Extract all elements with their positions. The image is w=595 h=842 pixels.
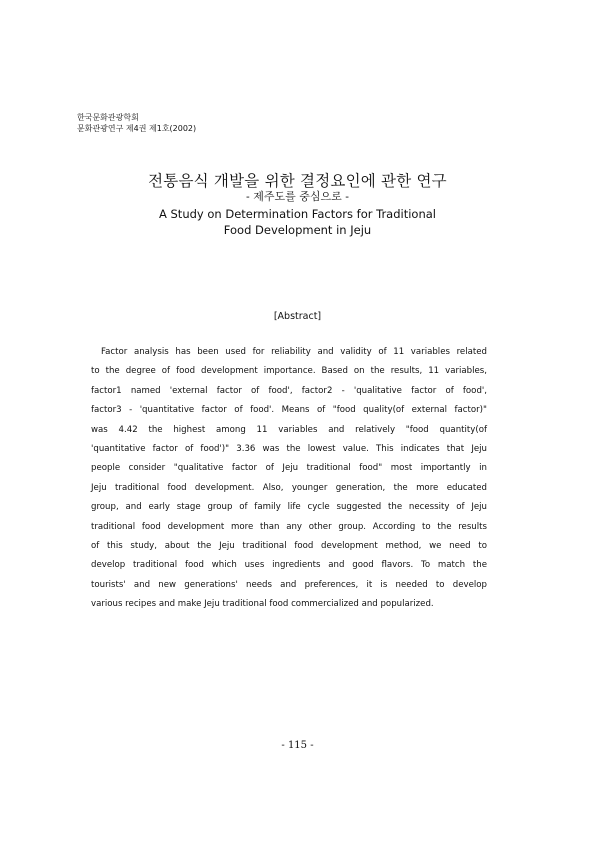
abstract-line: Jeju traditional food development. Also, younger generation, the more educated — [91, 482, 487, 493]
abstract-line: factor3 - 'quantitative factor of food'. Means of "food quality(of external factor)" — [91, 405, 487, 416]
abstract-line: Factor analysis has been used for reliability and validity of 11 variables related — [101, 347, 487, 357]
abstract-line: to the degree of food development importance. Based on the results, 11 variables, — [91, 366, 487, 377]
society-name: 한국문화관광학회 — [77, 113, 139, 122]
abstract-line: develop traditional food which uses ingredients and good flavors. To match the — [91, 560, 487, 571]
abstract-line: of this study, about the Jeju traditional food development method, we need to — [91, 541, 487, 552]
abstract-heading: [Abstract] — [273, 311, 322, 322]
abstract-body — [91, 343, 487, 615]
abstract-line: was 4.42 the highest among 11 variables and relatively "food quantity(of — [91, 424, 487, 435]
abstract-line: tourists' and new generations' needs and preferences, it is needed to develop — [91, 579, 487, 590]
korean-title: 전통음식 개발을 위한 결정요인에 관한 연구 — [148, 172, 447, 190]
abstract-line: factor1 named 'external factor of food', factor2 - 'qualitative factor of food', — [91, 385, 487, 396]
abstract-line: 'quantitative factor of food')" 3.36 was the lowest value. This indicates that Jeju — [91, 444, 487, 455]
abstract-line: traditional food development more than any other group. According to the results — [91, 521, 487, 532]
korean-subtitle: - 제주도를 중심으로 - — [246, 190, 349, 203]
abstract-line: people consider "qualitative factor of Jeju traditional food" most importantly in — [91, 463, 487, 474]
abstract-line: various recipes and make Jeju traditional food commercialized and popularized. — [91, 599, 434, 610]
abstract-line: group, and early stage group of family life cycle suggested the necessity of Jeju — [91, 502, 487, 513]
journal-citation: 문화관광연구 제4권 제1호(2002) — [77, 124, 197, 133]
page-number: - 115 - — [281, 740, 314, 751]
english-title-line: Food Development in Jeju — [223, 222, 372, 237]
journal-header — [77, 112, 196, 134]
english-title — [0, 207, 595, 238]
english-title-line: A Study on Determination Factors for Traditional — [158, 207, 436, 221]
